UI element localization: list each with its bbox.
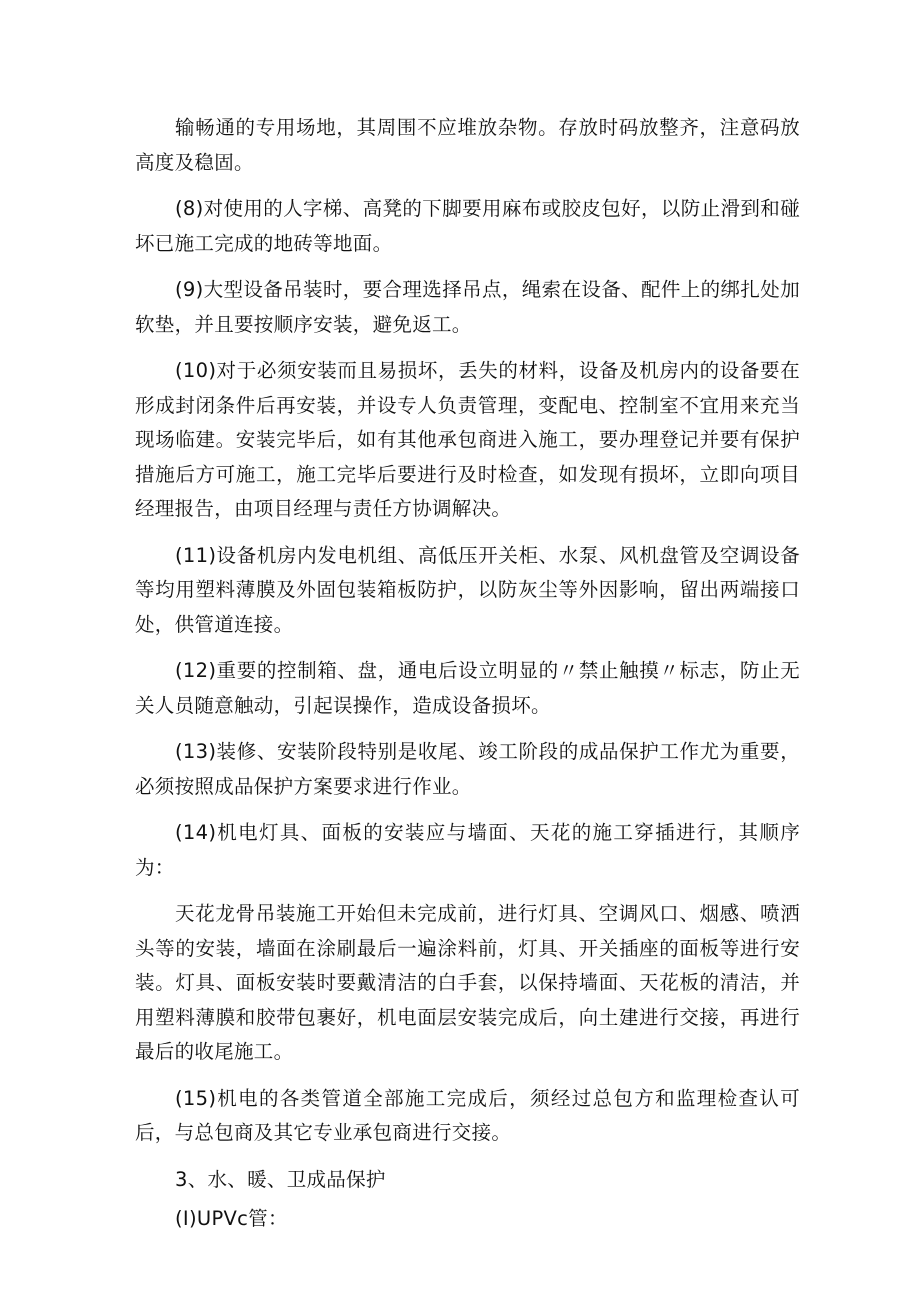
section-heading-plumbing: 3、水、暖、卫成品保护 (175, 1167, 386, 1191)
subheading-upvc-pipe: (I)UPVc管： (175, 1207, 288, 1230)
paragraph-installation-sequence: 天花龙骨吊装施工开始但未完成前，进行灯具、空调风口、烟感、喷洒头等的安装，墙面在涂刷最后一遍涂料前，灯具、开关插座的面板等进行安装。灯具、面板安装时要戴清洁的白手套，以保持墙面、天花板的清洁，并用塑料薄膜和胶带包裹好，机电面层安装完成后，向土建进行交接，再进行最后的收尾施工。 (135, 902, 800, 1063)
paragraph-item-15: (15)机电的各类管道全部施工完成后，须经过总包方和监理检查认可后，与总包商及其它专业承包商进行交接。 (135, 1086, 800, 1144)
document-body (135, 111, 800, 1242)
paragraph-item-11: (11)设备机房内发电机组、高低压开关柜、水泵、风机盘管及空调设备等均用塑料薄膜及外固包装箱板防护，以防灰尘等外因影响，留出两端接口处，供管道连接。 (135, 543, 800, 636)
paragraph-item-13: (13)装修、安装阶段特别是收尾、竣工阶段的成品保护工作尤为重要，必须按照成品保护方案要求进行作业。 (135, 740, 800, 798)
paragraph-storage-site: 输畅通的专用场地，其周围不应堆放杂物。存放时码放整齐，注意码放高度及稳固。 (135, 116, 800, 174)
paragraph-item-12: (12)重要的控制箱、盘，通电后设立明显的〃禁止触摸〃标志，防止无关人员随意触动，引起误操作，造成设备损坏。 (135, 659, 800, 717)
paragraph-item-9: (9)大型设备吊装时，要合理选择吊点，绳索在设备、配件上的绑扎处加软垫，并且要按顺序安装，避免返工。 (135, 278, 800, 336)
paragraph-item-8: (8)对使用的人字梯、高凳的下脚要用麻布或胶皮包好，以防止滑到和碰坏已施工完成的地砖等地面。 (135, 197, 800, 255)
paragraph-item-10: (10)对于必须安装而且易损坏，丢失的材料，设备及机房内的设备要在形成封闭条件后再安装，并设专人负责管理，变配电、控制室不宜用来充当现场临建。安装完毕后，如有其他承包商进入施工，要办理登记并要有保护措施后方可施工，施工完毕后要进行及时检查，如发现有损坏，立即向项目经理报告，由项目经理与责任方协调解决。 (135, 359, 800, 520)
paragraph-item-14: (14)机电灯具、面板的安装应与墙面、天花的施工穿插进行，其顺序为： (135, 821, 800, 879)
